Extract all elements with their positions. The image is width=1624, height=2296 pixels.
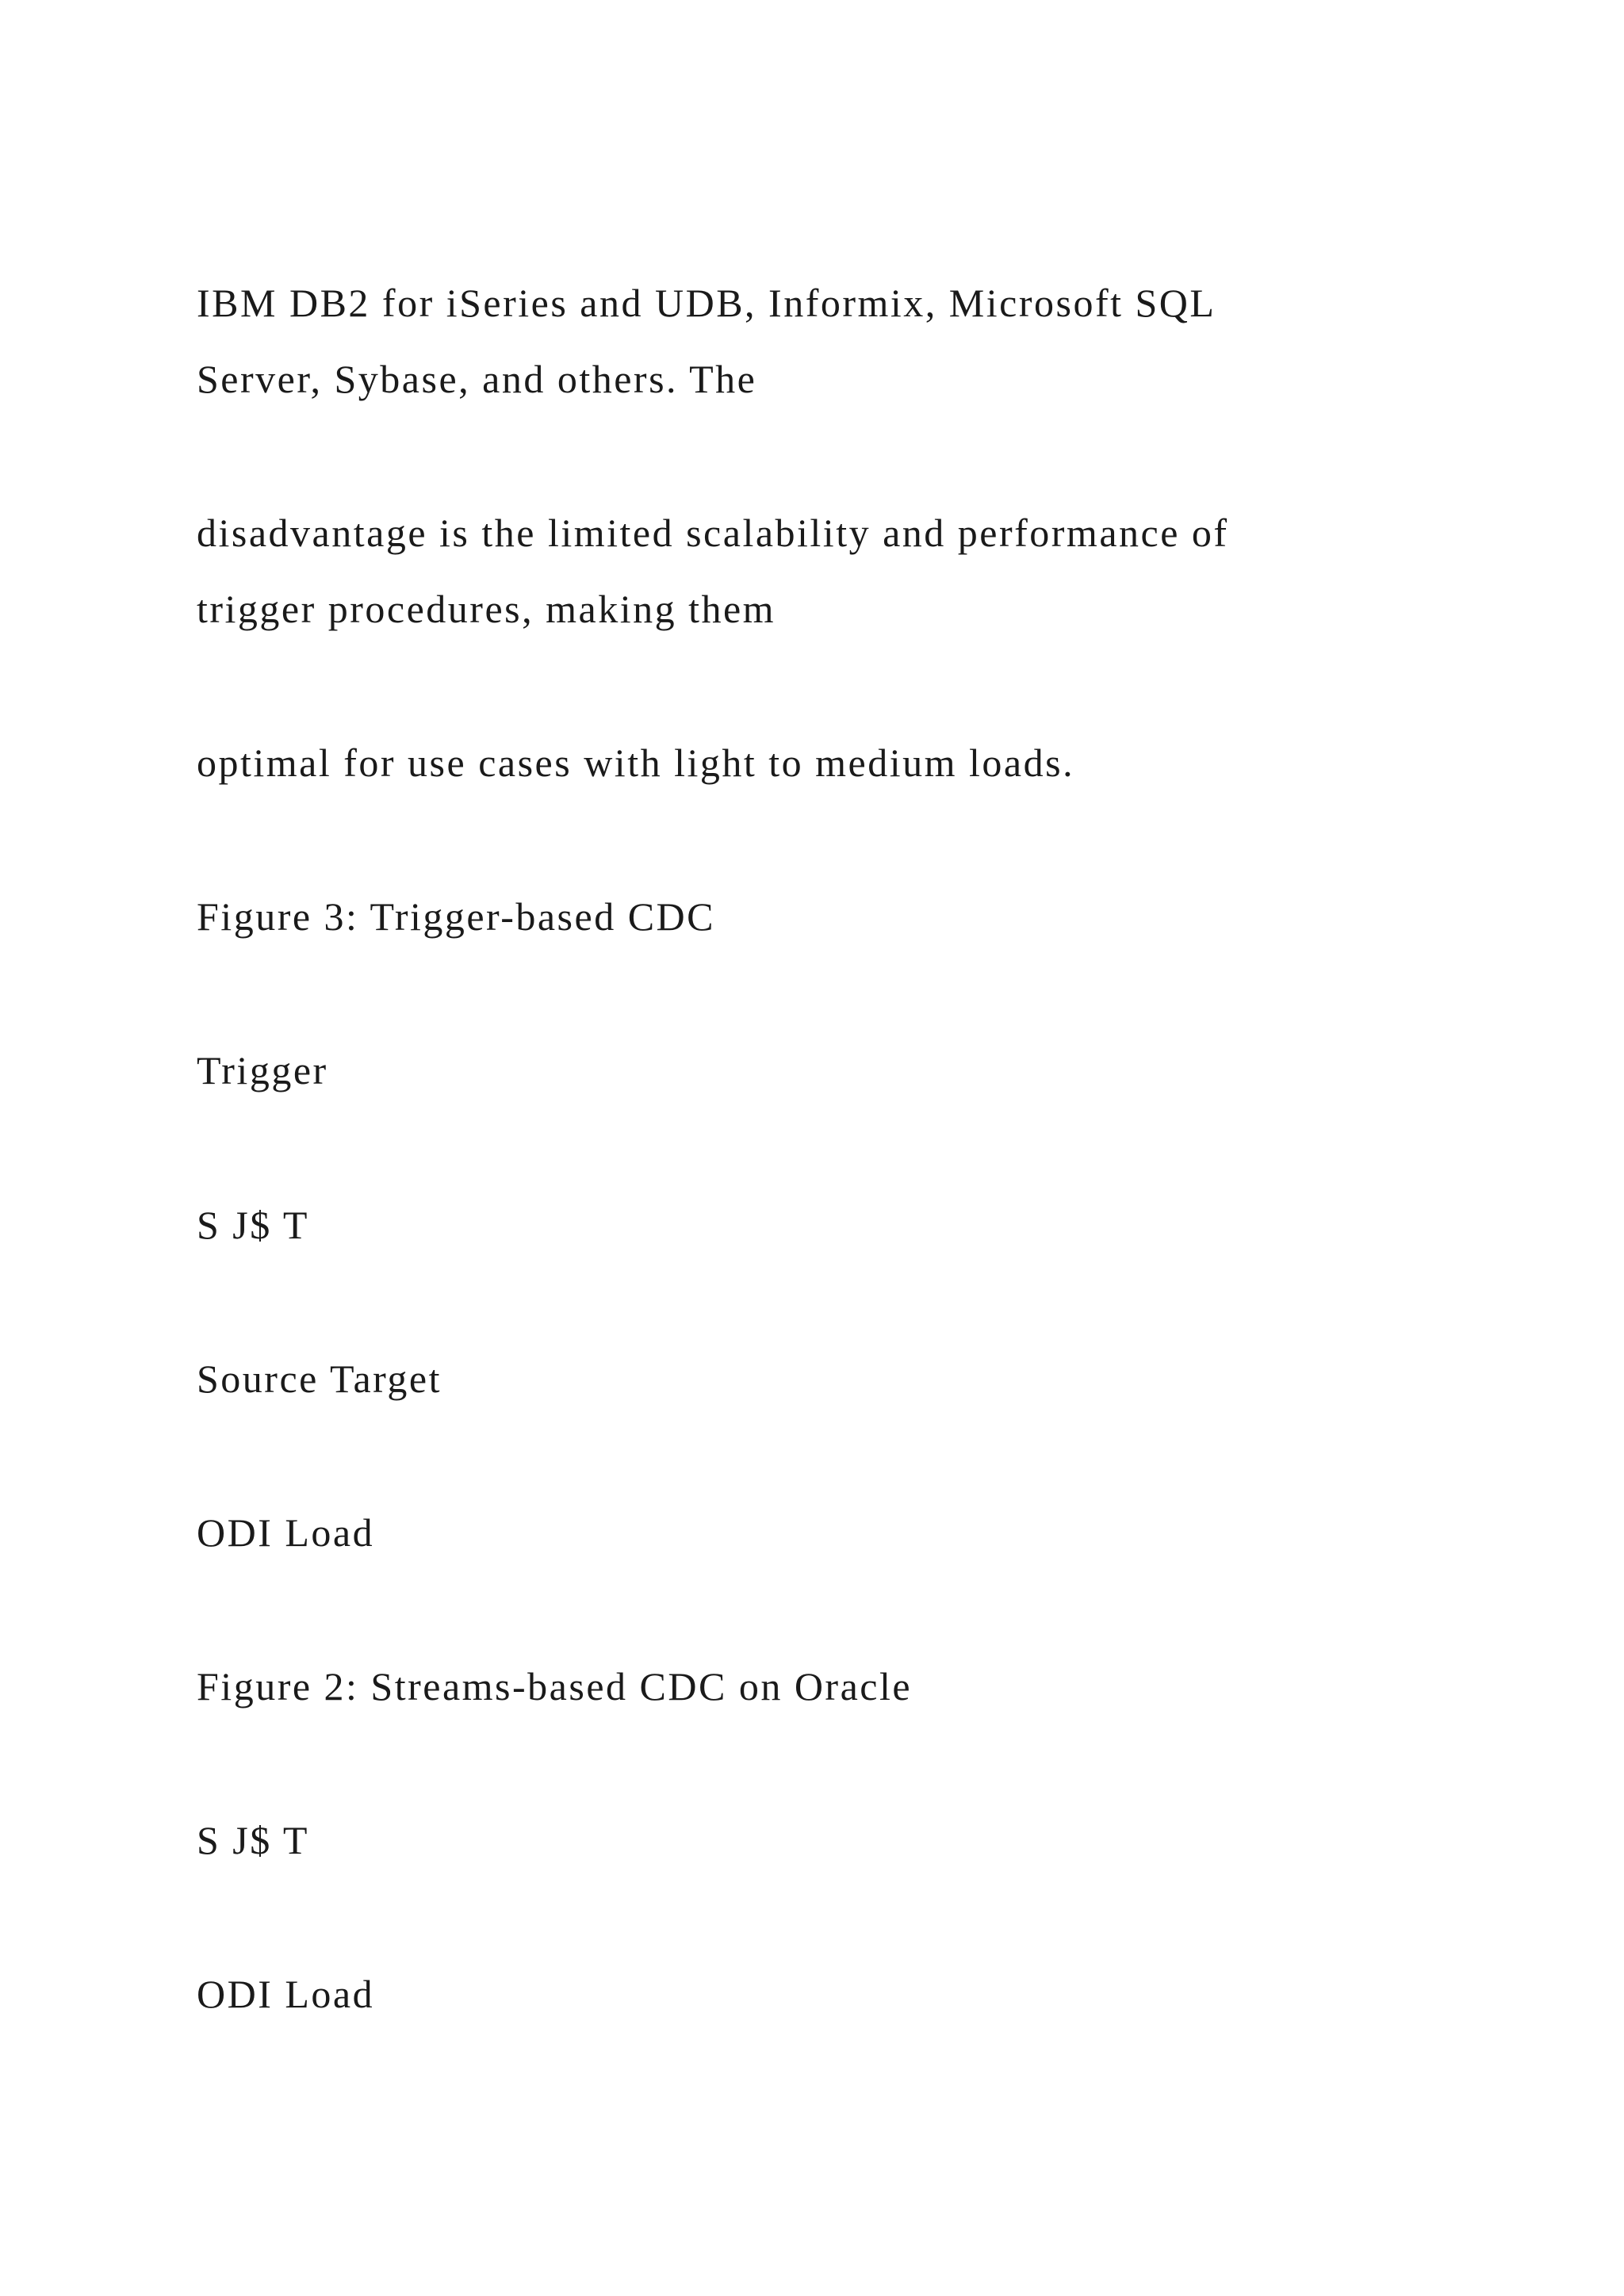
figure-label: Source Target [197, 1357, 442, 1401]
paragraph-line: disadvantage is the limited scalability and performance of [197, 511, 1229, 555]
figure-label: ODI Load [197, 1972, 375, 2016]
paragraph-line: optimal for use cases with light to medium loads. [197, 740, 1075, 785]
figure-label: S J$ T [197, 1203, 309, 1247]
paragraph-line: Server, Sybase, and others. The [197, 357, 757, 401]
figure-label: Trigger [197, 1048, 328, 1093]
figure-caption: Figure 3: Trigger-based CDC [197, 894, 715, 939]
figure-label: ODI Load [197, 1510, 375, 1555]
paragraph-line: IBM DB2 for iSeries and UDB, Informix, Microsoft SQL [197, 281, 1216, 325]
paragraph-line: trigger procedures, making them [197, 587, 776, 631]
figure-caption: Figure 2: Streams-based CDC on Oracle [197, 1664, 913, 1709]
figure-label: S J$ T [197, 1818, 309, 1862]
